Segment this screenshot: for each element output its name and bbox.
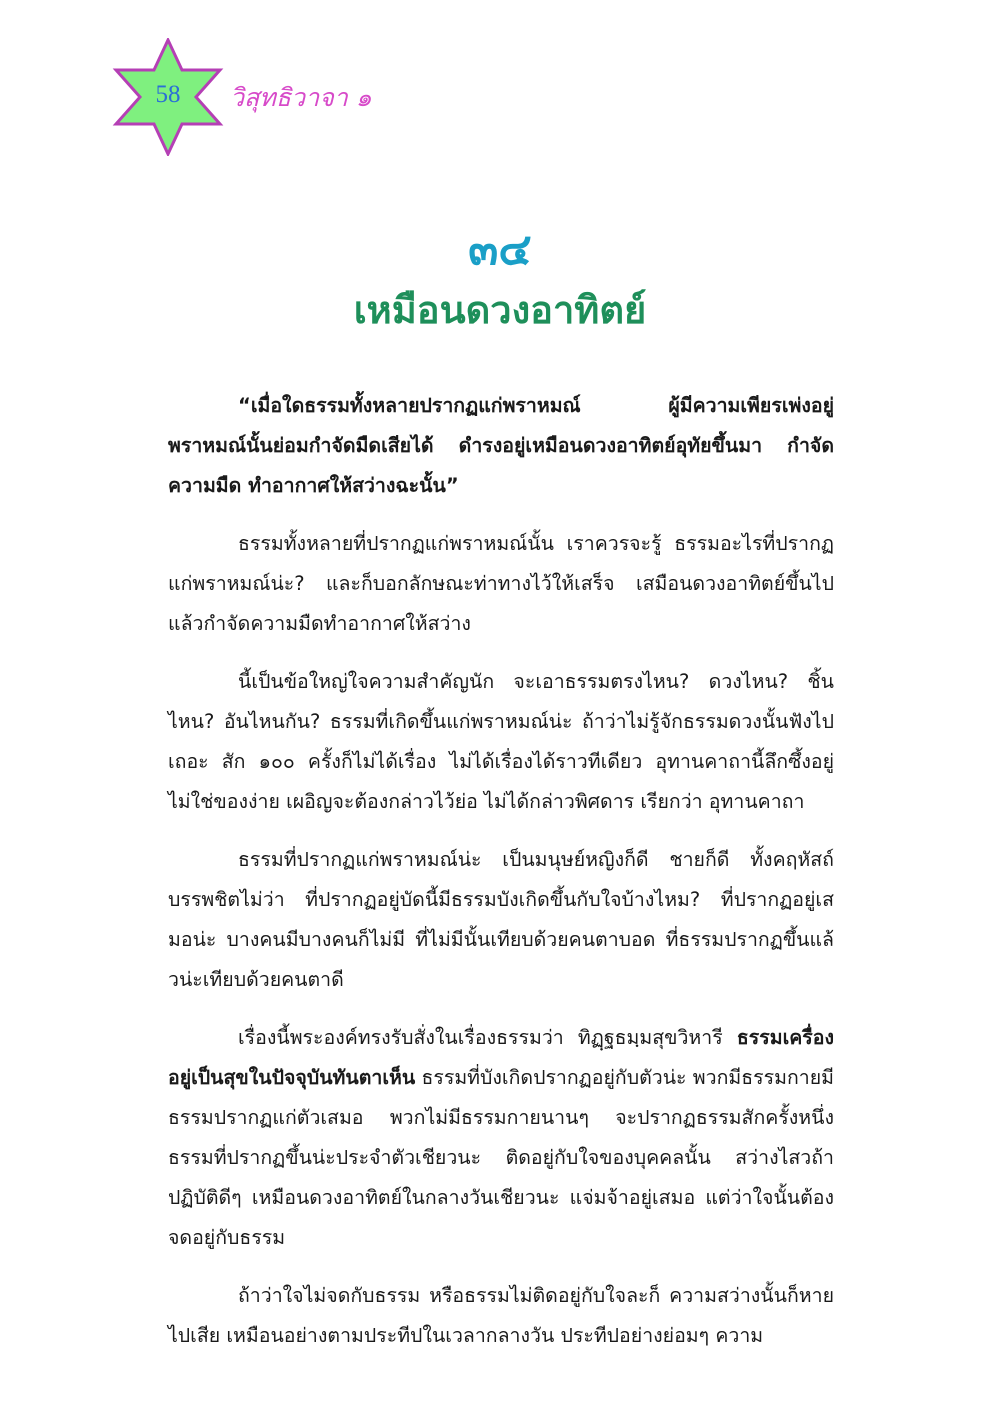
paragraph-mixed [168, 1018, 834, 1258]
paragraph: นี้เป็นข้อใหญ่ใจความสำคัญนัก จะเอาธรรมตรงไหน? ดวงไหน? ชิ้นไหน? อันไหนกัน? ธรรมที่เกิดขึ้นแก่พราหมณ์น่ะ ถ้าว่าไม่รู้จักธรรมดวงนั้นฟังไปเถอะ สัก ๑๐๐ ครั้งก็ไม่ได้เรื่อง ไม่ได้เรื่องได้ราวทีเดียว อุทานคาถานี้ลึกซึ้งอยู่ไม่ใช่ของง่าย เผอิญจะต้องกล่าวไว้ย่อ ไม่ได้กล่าวพิศดาร เรียกว่า อุทานคาถา [168, 670, 834, 813]
paragraph-text-after: ธรรมที่บังเกิดปรากฏอยู่กับตัวน่ะ พวกมีธรรมกายมีธรรมปรากฏแก่ตัวเสมอ พวกไม่มีธรรมกายนานๆ จะปรากฏธรรมสักครั้งหนึ่ง ธรรมที่ปรากฏขึ้นน่ะประจำตัวเชียวนะ ติดอยู่กับใจของบุคคลนั้น สว่างไสวถ้าปฏิบัติดีๆ เหมือนดวงอาทิตย์ในกลางวันเชียวนะ แจ่มจ้าอยู่เสมอ แต่ว่าใจนั้นต้องจดอยู่กับธรรม [168, 1066, 834, 1249]
paragraph: ธรรมทั้งหลายที่ปรากฏแก่พราหมณ์นั้น เราควรจะรู้ ธรรมอะไรที่ปรากฏแก่พราหมณ์น่ะ? และก็บอกลักษณะท่าทางไว้ให้เสร็จ เสมือนดวงอาทิตย์ขึ้นไปแล้วกำจัดความมืดทำอากาศให้สว่าง [168, 532, 834, 635]
chapter-title: เหมือนดวงอาทิตย์ [353, 288, 647, 332]
opening-quote: “เมื่อใดธรรมทั้งหลายปรากฏแก่พราหมณ์ ผู้มีความเพียรเพ่งอยู่ พราหมณ์นั้นย่อมกำจัดมืดเสียได้ ดำรงอยู่เหมือนดวงอาทิตย์อุทัยขึ้นมา กำจัดความมืด ทำอากาศให้สว่างฉะนั้น” [168, 394, 834, 497]
paragraph: ธรรมที่ปรากฏแก่พราหมณ์น่ะ เป็นมนุษย์หญิงก็ดี ชายก็ดี ทั้งคฤหัสถ์บรรพชิตไม่ว่า ที่ปรากฏอยู่บัดนี้มีธรรมบังเกิดขึ้นกับใจบ้างไหม? ที่ปรากฏอยู่เสมอน่ะ บางคนมีบางคนก็ไม่มี ที่ไม่มีนั้นเทียบด้วยคนตาบอด ที่ธรรมปรากฏขึ้นแล้วน่ะเทียบด้วยคนตาดี [168, 848, 834, 991]
chapter-number: ๓๔ [468, 224, 532, 275]
paragraph: ถ้าว่าใจไม่จดกับธรรม หรือธรรมไม่ติดอยู่กับใจละก็ ความสว่างนั้นก็หายไปเสีย เหมือนอย่างตามประทีปในเวลากลางวัน ประทีปอย่างย่อมๆ ความ [168, 1284, 834, 1347]
book-title: วิสุทธิวาจา ๑ [230, 83, 372, 112]
page-number: 58 [155, 81, 181, 108]
paragraph-text-before: เรื่องนี้พระองค์ทรงรับสั่งในเรื่องธรรมว่า ทิฏฺฐธมฺมสุขวิหารี [238, 1026, 737, 1049]
body-text [168, 386, 834, 1374]
paragraph-bold-phrase: ธรรมเครื่องอยู่เป็นสุขในปัจจุบันทันตาเห็น [168, 1026, 834, 1089]
